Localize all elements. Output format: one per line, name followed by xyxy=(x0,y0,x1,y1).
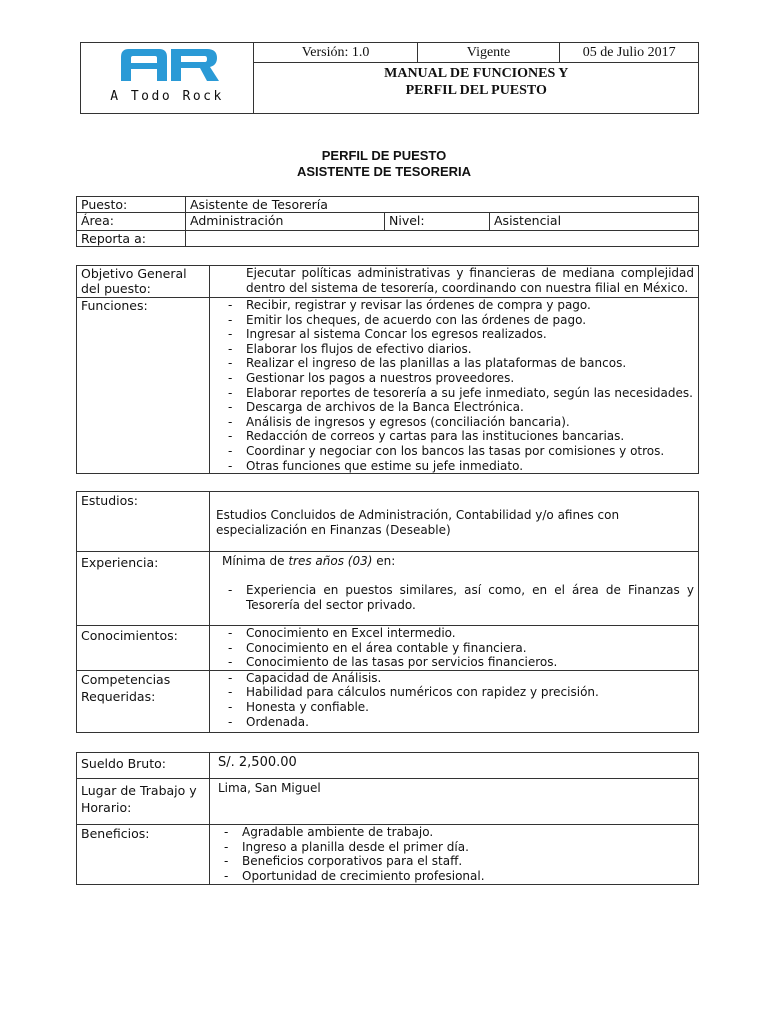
puesto-label: Puesto: xyxy=(77,197,186,213)
competencias-cell xyxy=(210,670,699,732)
competencia-item: - Habilidad para cálculos numéricos con rapidez y precisión. xyxy=(222,685,694,700)
reporta-value xyxy=(186,231,699,247)
reporta-label: Reporta a: xyxy=(77,231,186,247)
logo-text: A Todo Rock xyxy=(110,89,225,104)
conocimiento-item: - Conocimiento de las tasas por servicios financieros. xyxy=(222,655,694,670)
document-header xyxy=(80,42,699,114)
area-value: Administración xyxy=(186,213,385,231)
status-cell: Vigente xyxy=(417,43,560,63)
funcion-item: - Coordinar y negociar con los bancos las tasas por comisiones y otros. xyxy=(222,444,694,459)
conocimiento-item: - Conocimiento en Excel intermedio. xyxy=(222,626,694,641)
lugar-value: Lima, San Miguel xyxy=(210,779,699,825)
funciones-list-cell xyxy=(210,298,699,474)
conocimientos-label: Conocimientos: xyxy=(77,626,210,671)
logo-cell xyxy=(81,43,254,114)
area-label: Área: xyxy=(77,213,186,231)
funcion-item: - Redacción de correos y cartas para las instituciones bancarias. xyxy=(222,429,694,444)
experiencia-pre: Mínima de xyxy=(222,554,289,568)
lugar-label: Lugar de Trabajo y Horario: xyxy=(77,779,210,825)
manual-title-line2: PERFIL DEL PUESTO xyxy=(405,83,547,99)
experiencia-intro xyxy=(214,554,694,569)
funcion-item: - Realizar el ingreso de las planillas a las plataformas de bancos. xyxy=(222,356,694,371)
funcion-item: - Otras funciones que estime su jefe inmediato. xyxy=(222,459,694,474)
funcion-item: - Emitir los cheques, de acuerdo con las órdenes de pago. xyxy=(222,313,694,328)
funciones-label: Funciones: xyxy=(77,298,210,474)
sueldo-label: Sueldo Bruto: xyxy=(77,753,210,779)
conocimientos-list xyxy=(214,626,694,670)
estudios-label: Estudios: xyxy=(77,492,210,552)
position-info-table xyxy=(76,196,699,247)
beneficio-item: - Ingreso a planilla desde el primer día. xyxy=(218,840,694,855)
nivel-value: Asistencial xyxy=(490,213,699,231)
objetivo-text: Ejecutar políticas administrativas y financieras de mediana complejidad dentro del sistema de tesorería, coordinando con nuestra filial en México. xyxy=(210,266,699,298)
experiencia-label: Experiencia: xyxy=(77,552,210,626)
experiencia-years: tres años (03) xyxy=(288,554,373,568)
beneficio-item: - Oportunidad de crecimiento profesional. xyxy=(218,869,694,884)
sueldo-value: S/. 2,500.00 xyxy=(210,753,699,779)
manual-title-line1: MANUAL DE FUNCIONES Y xyxy=(384,66,569,82)
manual-title xyxy=(254,63,699,114)
version-cell: Versión: 1.0 xyxy=(254,43,417,63)
funcion-item: - Elaborar los flujos de efectivo diarios. xyxy=(222,342,694,357)
competencia-item: - Capacidad de Análisis. xyxy=(222,671,694,686)
puesto-value: Asistente de Tesorería xyxy=(186,197,699,213)
funcion-item: - Gestionar los pagos a nuestros proveedores. xyxy=(222,371,694,386)
conocimientos-cell xyxy=(210,626,699,671)
date-cell: 05 de Julio 2017 xyxy=(560,43,699,63)
experiencia-cell xyxy=(210,552,699,626)
company-logo xyxy=(83,43,251,109)
functions-table xyxy=(76,265,699,474)
experiencia-item: - Experiencia en puestos similares, así como, en el área de Finanzas y Tesorería del sector privado. xyxy=(222,583,694,613)
nivel-label: Nivel: xyxy=(385,213,490,231)
beneficios-list xyxy=(214,825,694,883)
objetivo-label: Objetivo General del puesto: xyxy=(77,266,210,298)
funcion-item: - Descarga de archivos de la Banca Electrónica. xyxy=(222,400,694,415)
funcion-item: - Elaborar reportes de tesorería a su jefe inmediato, según las necesidades. xyxy=(222,386,694,401)
beneficios-cell xyxy=(210,825,699,885)
beneficios-label: Beneficios: xyxy=(77,825,210,885)
requirements-table xyxy=(76,491,699,733)
competencia-item: - Ordenada. xyxy=(222,715,694,730)
conocimiento-item: - Conocimiento en el área contable y financiera. xyxy=(222,641,694,656)
competencias-list xyxy=(214,671,694,729)
profile-title: PERFIL DE PUESTO xyxy=(321,148,447,163)
funcion-item: - Ingresar al sistema Concar los egresos realizados. xyxy=(222,327,694,342)
funciones-list xyxy=(214,298,694,473)
competencia-item: - Honesta y confiable. xyxy=(222,700,694,715)
experiencia-post: en: xyxy=(372,554,396,568)
competencias-label: Competencias Requeridas: xyxy=(77,670,210,732)
conditions-table xyxy=(76,752,699,885)
beneficio-item: - Agradable ambiente de trabajo. xyxy=(218,825,694,840)
experiencia-list xyxy=(214,583,694,613)
position-title: ASISTENTE DE TESORERIA xyxy=(296,164,472,179)
beneficio-item: - Beneficios corporativos para el staff. xyxy=(218,854,694,869)
funcion-item: - Recibir, registrar y revisar las órdenes de compra y pago. xyxy=(222,298,694,313)
funcion-item: - Análisis de ingresos y egresos (conciliación bancaria). xyxy=(222,415,694,430)
estudios-text: Estudios Concluidos de Administración, Contabilidad y/o afines con especialización en Finanzas (Deseable) xyxy=(210,492,699,552)
